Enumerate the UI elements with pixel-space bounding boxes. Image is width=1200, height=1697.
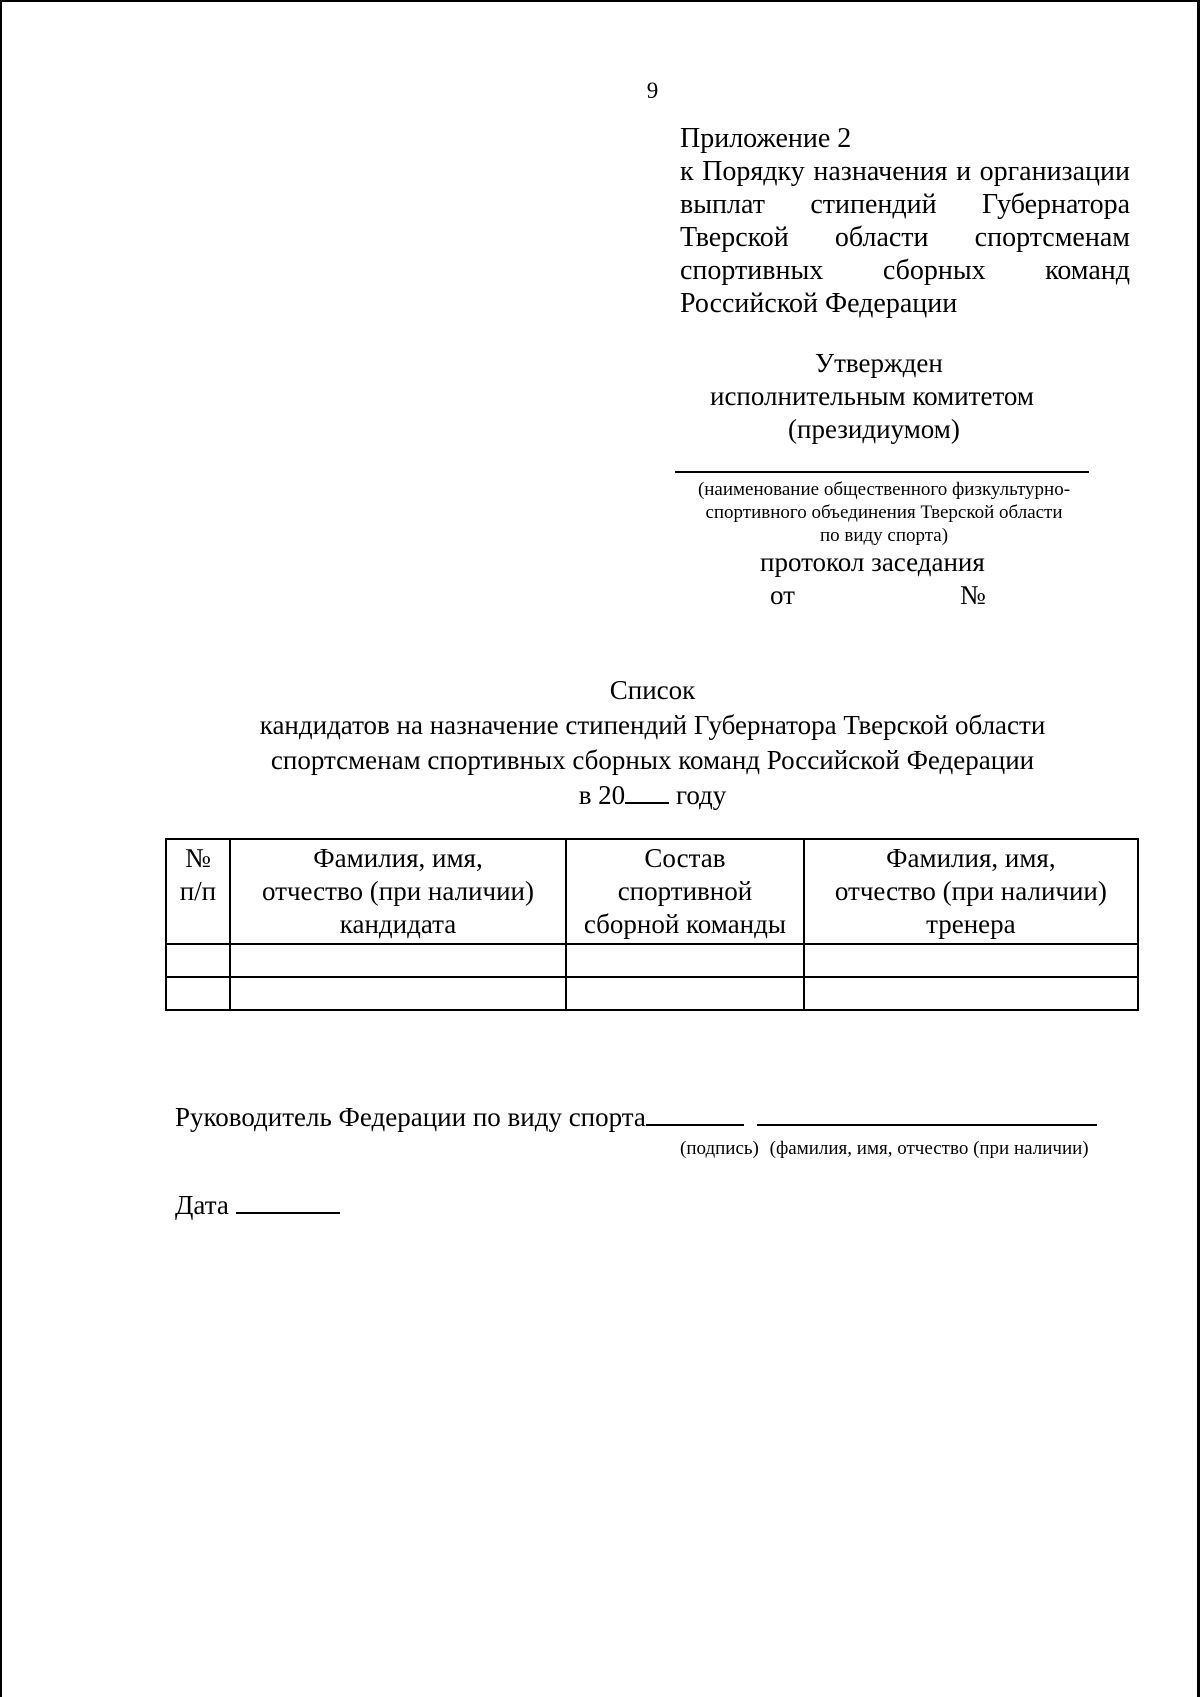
- header-team-line-2: спортивной: [617, 876, 753, 906]
- organization-name-line: [675, 471, 1089, 473]
- header-number-line-2: п/п: [179, 876, 217, 906]
- header-candidate-name: [230, 839, 566, 944]
- header-coach-line-3: тренера: [926, 909, 1016, 939]
- list-heading: [60, 673, 1200, 813]
- caption-signature: (подпись): [680, 1138, 759, 1159]
- org-caption-line-1: (наименование общественного физкультурно-: [697, 479, 1071, 500]
- header-number-line-1: №: [185, 843, 211, 873]
- header-coach-name: [804, 839, 1138, 944]
- approval-block: [690, 347, 1200, 446]
- candidates-table: [165, 838, 1139, 1011]
- header-coach-line-1: Фамилия, имя,: [886, 843, 1056, 873]
- org-caption-line-2: спортивного объединения Тверской области: [705, 502, 1063, 523]
- org-caption-line-3: по виду спорта): [819, 525, 949, 546]
- table-row: [166, 977, 1138, 1010]
- header-candidate-line-2: отчество (при наличии): [262, 876, 534, 906]
- signature-captions: [680, 1138, 1089, 1160]
- date-label: Дата: [175, 1190, 229, 1220]
- header-coach-line-2: отчество (при наличии): [834, 876, 1107, 906]
- signature-line: [175, 1102, 1097, 1133]
- list-line-2: кандидатов на назначение стипендий Губернатора Тверской области: [259, 710, 1046, 740]
- table-cell[interactable]: [566, 977, 804, 1010]
- protocol-number-sign: №: [960, 580, 986, 610]
- head-label: Руководитель Федерации по виду спорта: [175, 1102, 646, 1132]
- header-team-line-1: Состав: [644, 843, 726, 873]
- table-cell[interactable]: [804, 977, 1138, 1010]
- organization-caption: [660, 478, 1108, 547]
- full-name-blank[interactable]: [757, 1104, 1097, 1126]
- table-header-row: [166, 839, 1138, 944]
- approval-line-2: исполнительным комитетом: [710, 381, 1034, 411]
- top-scan-edge: [0, 0, 1200, 2]
- table-cell[interactable]: [166, 944, 230, 977]
- year-suffix: году: [675, 780, 727, 810]
- list-line-3: спортсменам спортивных сборных команд Российской Федерации: [270, 745, 1035, 775]
- approval-line-1: Утвержден: [815, 348, 943, 378]
- header-candidate-line-1: Фамилия, имя,: [313, 843, 483, 873]
- header-team-line-3: сборной команды: [583, 909, 787, 939]
- approval-line-3: (президиумом): [788, 414, 960, 444]
- table-cell[interactable]: [166, 977, 230, 1010]
- appendix-title: Приложение 2: [680, 123, 852, 154]
- header-candidate-line-3: кандидата: [339, 909, 457, 939]
- table-row: [166, 944, 1138, 977]
- left-scan-edge: [0, 0, 2, 1697]
- list-title: Список: [609, 675, 696, 705]
- date-blank[interactable]: [236, 1192, 340, 1214]
- list-year-line: [60, 778, 1200, 813]
- year-blank[interactable]: [625, 782, 669, 804]
- appendix-body: к Порядку назначения и организации выплат стипендий Губернатора Тверской области спортсменам спортивных сборных команд Российской Федерации: [680, 156, 1130, 319]
- header-number: [166, 839, 230, 944]
- appendix-block: [680, 122, 1130, 320]
- table-cell[interactable]: [804, 944, 1138, 977]
- caption-name: (фамилия, имя, отчество (при наличии): [769, 1138, 1089, 1159]
- date-line: [175, 1190, 340, 1221]
- table-cell[interactable]: [566, 944, 804, 977]
- header-team: [566, 839, 804, 944]
- signature-blank[interactable]: [646, 1104, 744, 1126]
- protocol-from-label: от: [770, 580, 795, 610]
- year-prefix: в 20: [578, 780, 626, 810]
- page-number: 9: [646, 78, 659, 103]
- protocol-label: протокол заседания: [760, 547, 985, 577]
- table-cell[interactable]: [230, 944, 566, 977]
- table-cell[interactable]: [230, 977, 566, 1010]
